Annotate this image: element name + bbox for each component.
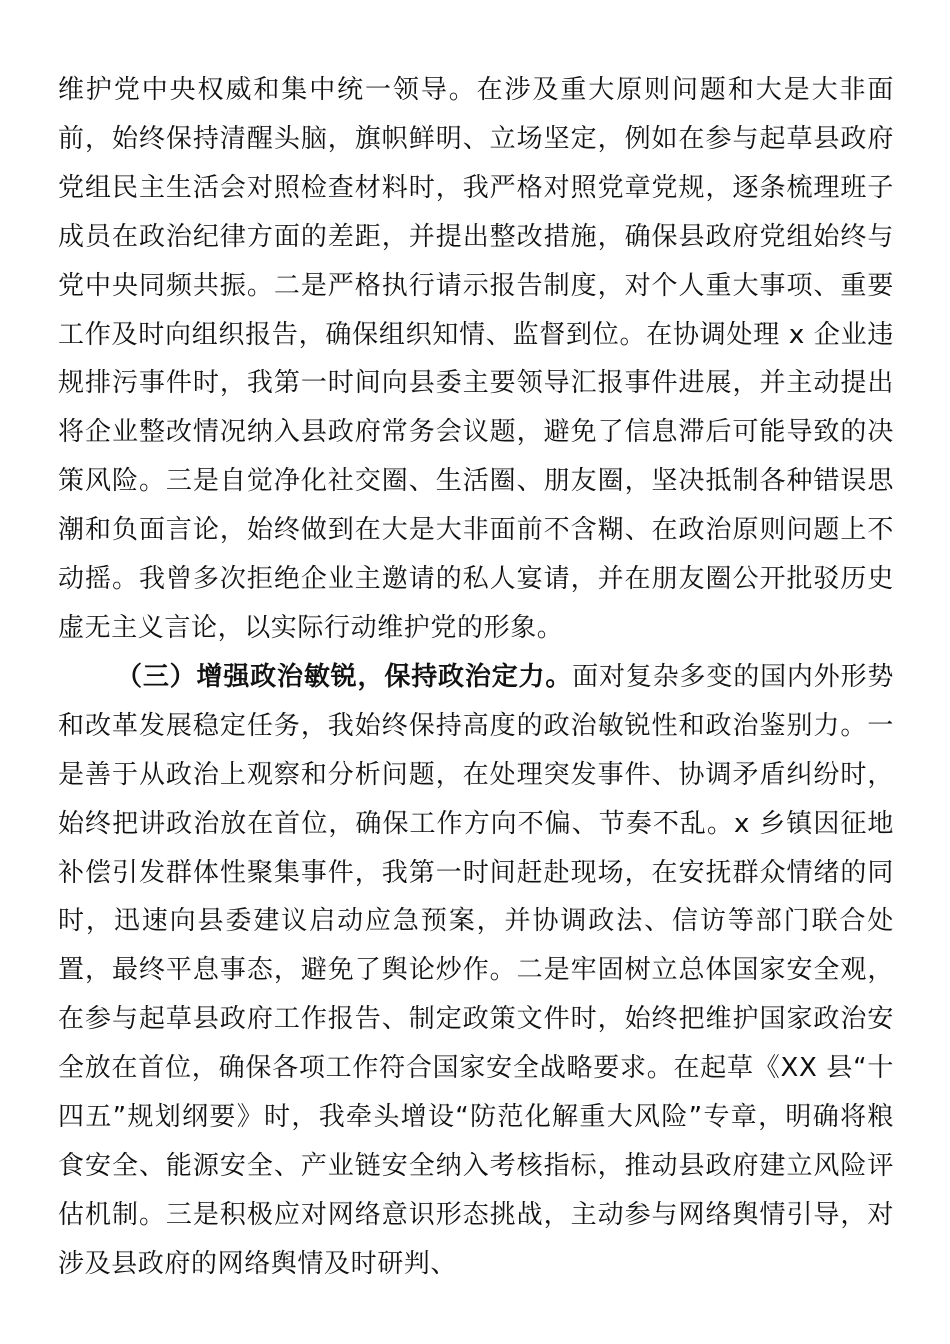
section-paragraph-text: 面对复杂多变的国内外形势和改革发展稳定任务，我始终保持高度的政治敏锐性和政治鉴别力。一是善于从政治上观察和分析问题，在处理突发事件、协调矛盾纠纷时，始终把讲政治放在首位，确保工作方向不偏、节奏不乱。x 乡镇因征地补偿引发群体性聚集事件，我第一时间赶赴现场，在安抚群众情绪的同时，迅速向县委建议启动应急预案，并协调政法、信访等部门联合处置，最终平息事态，避免了舆论炒作。二是牢固树立总体国家安全观，在参与起草县政府工作报告、制定政策文件时，始终把维护国家政治安全放在首位，确保各项工作符合国家安全战略要求。在起草《XX 县“十四五”规划纲要》时，我牵头增设“防范化解重大风险”专章，明确将粮食安全、能源安全、产业链安全纳入考核指标，推动县政府建立风险评估机制。三是积极应对网络意识形态挑战，主动参与网络舆情引导，对涉及县政府的网络舆情及时研判、 [58,661,895,1279]
section-paragraph [58,653,894,1289]
body-paragraph: 维护党中央权威和集中统一领导。在涉及重大原则问题和大是大非面前，始终保持清醒头脑，旗帜鲜明、立场坚定，例如在参与起草县政府党组民主生活会对照检查材料时，我严格对照党章党规，逐条梳理班子成员在政治纪律方面的差距，并提出整改措施，确保县政府党组始终与党中央同频共振。二是严格执行请示报告制度，对个人重大事项、重要工作及时向组织报告，确保组织知情、监督到位。在协调处理 x 企业违规排污事件时，我第一时间向县委主要领导汇报事件进展，并主动提出将企业整改情况纳入县政府常务会议题，避免了信息滞后可能导致的决策风险。三是自觉净化社交圈、生活圈、朋友圈，坚决抵制各种错误思潮和负面言论，始终做到在大是大非面前不含糊、在政治原则问题上不动摇。我曾多次拒绝企业主邀请的私人宴请，并在朋友圈公开批驳历史虚无主义言论，以实际行动维护党的形象。 [58,75,894,643]
document-body [58,66,894,1289]
section-heading: （三）增强政治敏锐，保持政治定力。 [116,661,573,692]
